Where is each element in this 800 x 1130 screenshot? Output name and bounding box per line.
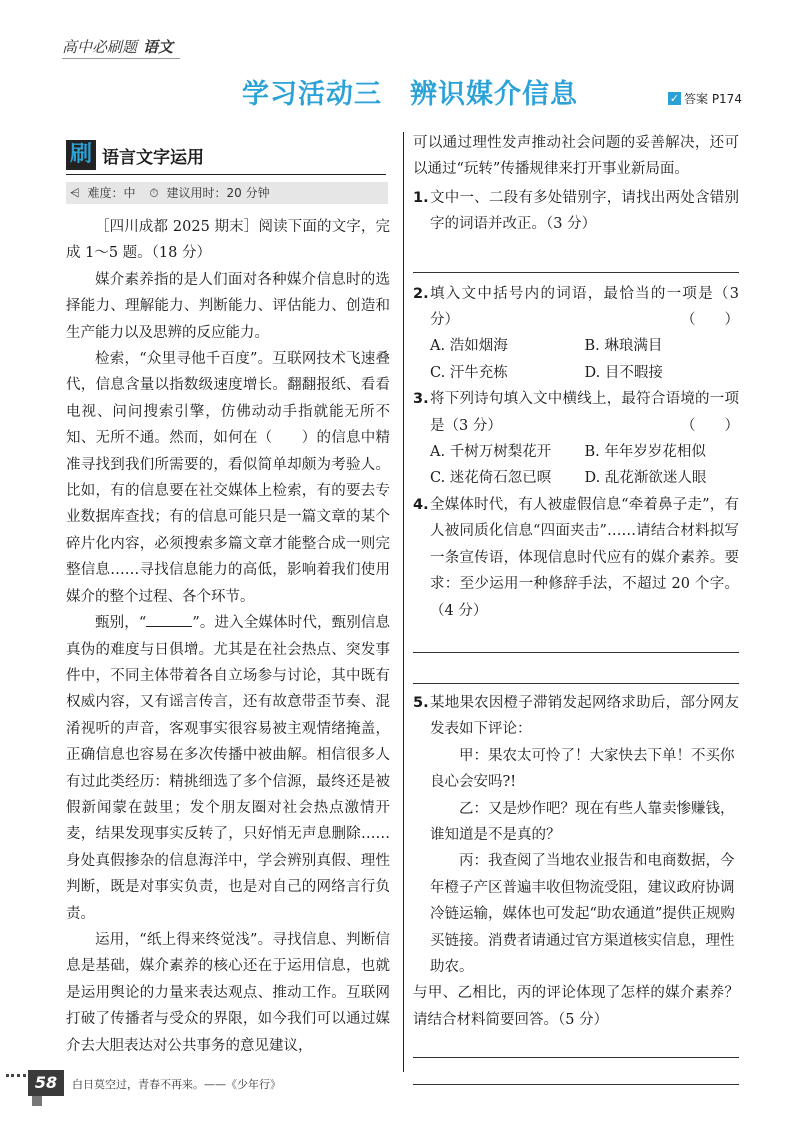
question-number: 1. [413,189,429,206]
suggested-time: 建议用时：20 分钟 [166,186,270,200]
column-divider [403,132,404,1072]
question-3-options [413,439,739,492]
comment-c: 丙：我查阅了当地农业报告和电商数据，今年橙子产区普遍丰收但物流受阻，建议政府协调冷链运输，媒体也可发起“助农通道”提供正规购买链接。消费者请通过官方渠道核实信息，理性助农。 [430,853,735,975]
passage-continuation: 可以通过理性发声推动社会问题的妥善解决，还可以通过“玩转”传播规律来打开事业新局面。 [413,135,739,178]
passage-text: 甄别，“ [95,615,147,632]
question-2 [413,281,739,334]
question-stem: 填入文中括号内的词语，最恰当的一项是（3 分） [430,285,739,329]
question-number: 2. [413,285,429,302]
question-text [430,281,739,334]
section-divider [66,174,386,175]
comment-a: 甲：果农太可怜了！大家快去下单！不买你良心会安吗?! [430,747,735,791]
footer-quote: 白日莫空过，青春不再来。——《少年行》 [72,1078,281,1091]
question-5-ask: 与甲、乙相比，丙的评论体现了怎样的媒介素养？请结合材料简要回答。（5 分） [413,985,739,1028]
question-text: 全媒体时代，有人被虚假信息“牵着鼻子走”，有人被同质化信息“四面夹击”……请结合材料拟写一条宣传语，体现信息时代应有的媒介素养。要求：至少运用一种修辞手法，不超过 20 个字。（4 分） [430,496,739,619]
footer-dots [6,1074,26,1077]
option-c: C. 汗牛充栋 [430,364,508,381]
passage-paragraph: 运用，“纸上得来终觉浅”。寻找信息、判断信息是基础，媒介素养的核心还在于运用信息，也就是运用舆论的力量来表达观点、推动工作。互联网打破了传播者与受众的界限，如今我们可以通过媒介去大胆表达对公共事务的意见建议， [66,931,390,1054]
page-title: 学习活动三 辨识媒介信息 [242,79,578,110]
question-text: 文中一、二段有多处错别字，请找出两处含错别字的词语并改正。（3 分） [430,189,739,233]
option-a: A. 浩如烟海 [430,338,508,355]
question-4 [413,492,739,624]
question-text [430,386,739,439]
right-column [413,130,739,1085]
page-number: 58 [28,1070,64,1096]
option-c: C. 迷花倚石忽已暝 [430,470,552,487]
footer-square [32,1096,42,1106]
option-d: D. 目不暇接 [584,364,663,381]
comment-b: 乙：又是炒作吧？现在有些人靠卖惨赚钱，谁知道是不是真的？ [430,800,735,843]
question-5 [413,690,739,743]
question-stem: 将下列诗句填入文中横线上，最符合语境的一项是（3 分） [430,391,739,434]
header-divider [62,58,180,59]
clock-icon: ⏱ [149,186,159,200]
fill-blank [146,612,192,627]
question-number: 4. [413,496,429,513]
subject-name: 语文 [143,38,174,56]
question-text: 某地果农因橙子滞销发起网络求助后，部分网友发表如下评论： [430,694,739,738]
difficulty-level: 难度：中 [87,186,136,200]
chart-icon: ⩤ [70,186,80,200]
left-column [66,214,390,1059]
option-b: B. 琳琅满目 [584,338,663,355]
series-name: 高中必刷题 [62,38,138,56]
section-badge: 刷 [66,140,96,170]
option-a: A. 千树万树梨花开 [430,444,552,461]
section-heading [66,140,204,170]
question-3 [413,386,739,439]
option-b: B. 年年岁岁花相似 [584,444,706,461]
page-header [62,36,173,57]
passage-text: ”。进入全媒体时代，甄别信息真伪的难度与日俱增。尤其是在社会热点、突发事件中，不同主体带着各自立场参与讨论，其中既有权威内容，又有谣言传言，还有故意带歪节奏、混淆视听的声音，客观事实很容易被主观情绪掩盖，正确信息也容易在多次传播中被曲解。相信很多人有过此类经历：精挑细选了多个信源，最终还是被假新闻蒙在鼓里；发个朋友圈对社会热点激情开麦，结果发现事实反转了，只好悄无声息删除……身处真假掺杂的信息海洋中，学会辨别真假、理性判断，既是对事实负责，也是对自己的网络言行负责。 [66,615,390,922]
answer-parentheses: （ ） [681,312,739,329]
question-number: 5. [413,694,429,711]
answer-reference [668,90,742,107]
checkmark-icon: ✓ [669,92,680,105]
question-1 [413,185,739,238]
answer-parentheses: （ ） [681,417,739,434]
question-2-options [413,333,739,386]
difficulty-bar [66,182,388,204]
answer-line [413,1084,739,1085]
answer-page: 答案 P174 [684,92,742,106]
passage-paragraph: 媒介素养指的是人们面对各种媒介信息时的选择能力、理解能力、判断能力、评估能力、创造和生产能力以及思辨的反应能力。 [66,271,390,341]
section-title: 语言文字运用 [102,147,204,168]
passage-paragraph: 检索，“众里寻他千百度”。互联网技术飞速叠代，信息含量以指数级速度增长。翻翻报纸、看看电视、问问搜索引擎，仿佛动动手指就能无所不知、无所不通。然而，如何在（ ）的信息中精准寻找到我们所需要的，看似简单却颇为考验人。比如，有的信息要在社交媒体上检索，有的要去专业数据库查找；有的信息可能只是一篇文章的某个碎片化内容，必须搜索多篇文章才能整合成一则完整信息……寻找信息能力的高低，影响着我们使用媒介的整个过程、各个环节。 [66,351,390,605]
passage-intro: ［四川成都 2025 期末］阅读下面的文字，完成 1～5 题。（18 分） [66,219,390,262]
passage-paragraph [66,610,390,927]
question-number: 3. [413,391,429,408]
option-d: D. 乱花渐欲迷人眼 [584,470,707,487]
